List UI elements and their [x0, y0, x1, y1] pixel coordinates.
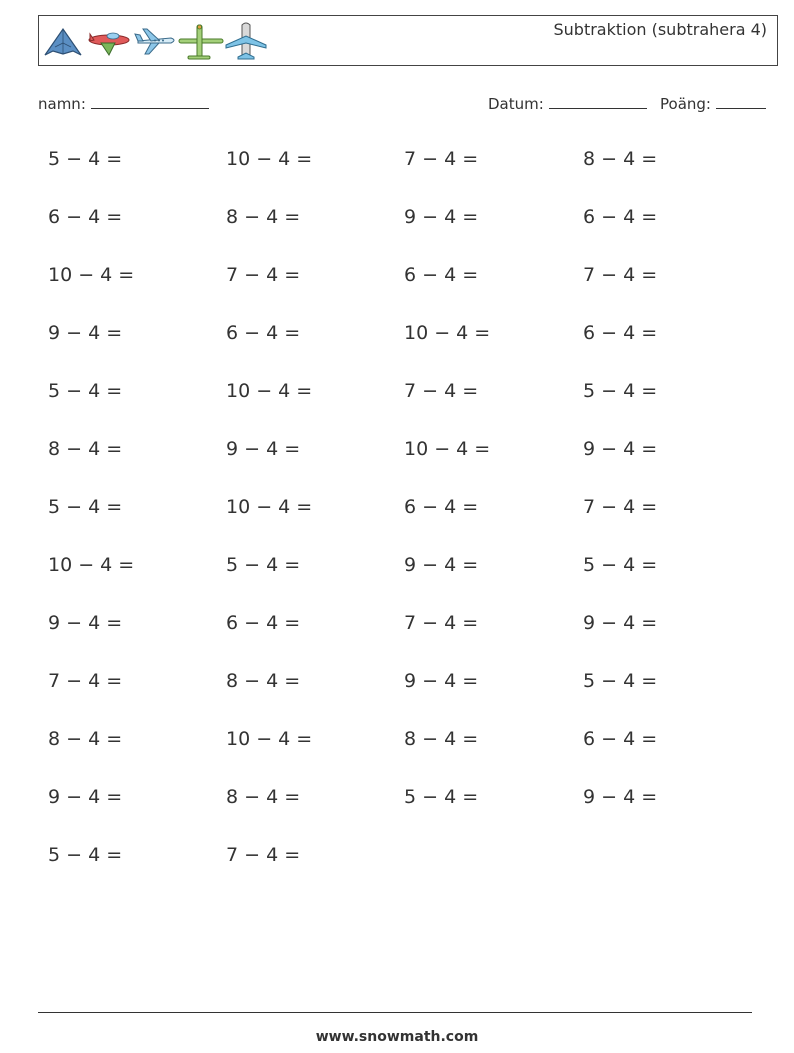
problem: 5 − 4 = [48, 496, 123, 518]
problem: 9 − 4 = [583, 438, 658, 460]
stealth-plane-icon [45, 29, 81, 55]
problem: 6 − 4 = [226, 322, 301, 344]
problem: 5 − 4 = [583, 670, 658, 692]
problem: 10 − 4 = [404, 322, 491, 344]
problem: 9 − 4 = [404, 206, 479, 228]
problem: 7 − 4 = [226, 264, 301, 286]
problem: 10 − 4 = [48, 554, 135, 576]
problem: 7 − 4 = [583, 264, 658, 286]
problem: 8 − 4 = [48, 438, 123, 460]
problem: 7 − 4 = [226, 844, 301, 866]
problem: 7 − 4 = [48, 670, 123, 692]
problem: 7 − 4 = [404, 380, 479, 402]
jet-plane-icon [135, 29, 174, 54]
problem: 9 − 4 = [226, 438, 301, 460]
score-field [660, 94, 766, 113]
problem: 5 − 4 = [48, 844, 123, 866]
problem: 9 − 4 = [48, 322, 123, 344]
name-label: namn: [38, 95, 86, 113]
date-blank[interactable] [549, 94, 647, 109]
problem: 6 − 4 = [583, 322, 658, 344]
footer-divider [38, 1012, 752, 1013]
problem: 5 − 4 = [48, 148, 123, 170]
name-field [38, 94, 209, 113]
footer-site[interactable]: www.snowmath.com [315, 1029, 479, 1045]
header-box [38, 15, 778, 66]
problem: 6 − 4 = [48, 206, 123, 228]
score-label: Poäng: [660, 95, 711, 113]
problem: 9 − 4 = [48, 612, 123, 634]
problem: 5 − 4 = [226, 554, 301, 576]
problem: 6 − 4 = [226, 612, 301, 634]
problem: 10 − 4 = [404, 438, 491, 460]
problem: 8 − 4 = [583, 148, 658, 170]
problem: 10 − 4 = [226, 496, 313, 518]
problem: 7 − 4 = [404, 148, 479, 170]
green-plane-icon [179, 25, 223, 59]
problem: 9 − 4 = [48, 786, 123, 808]
worksheet-title: Subtraktion (subtrahera 4) [553, 20, 767, 39]
problem: 10 − 4 = [226, 148, 313, 170]
problem: 6 − 4 = [583, 728, 658, 750]
problem: 5 − 4 = [48, 380, 123, 402]
problem: 9 − 4 = [583, 786, 658, 808]
problem: 9 − 4 = [583, 612, 658, 634]
problem: 8 − 4 = [48, 728, 123, 750]
red-plane-icon [89, 33, 129, 55]
problem: 10 − 4 = [48, 264, 135, 286]
problem: 6 − 4 = [404, 496, 479, 518]
problem: 9 − 4 = [404, 554, 479, 576]
plane-icons [43, 21, 273, 61]
date-label: Datum: [488, 95, 544, 113]
problem: 6 − 4 = [583, 206, 658, 228]
score-blank[interactable] [716, 94, 766, 109]
problem: 10 − 4 = [226, 728, 313, 750]
problem: 6 − 4 = [404, 264, 479, 286]
problem: 7 − 4 = [404, 612, 479, 634]
problem: 5 − 4 = [404, 786, 479, 808]
problem: 5 − 4 = [583, 380, 658, 402]
problem: 8 − 4 = [226, 786, 301, 808]
problem: 5 − 4 = [583, 554, 658, 576]
date-field [488, 94, 647, 113]
blue-plane-icon [226, 23, 266, 59]
problem: 9 − 4 = [404, 670, 479, 692]
problem: 7 − 4 = [583, 496, 658, 518]
problem: 10 − 4 = [226, 380, 313, 402]
problem: 8 − 4 = [226, 206, 301, 228]
problem: 8 − 4 = [404, 728, 479, 750]
problem: 8 − 4 = [226, 670, 301, 692]
name-blank[interactable] [91, 94, 209, 109]
